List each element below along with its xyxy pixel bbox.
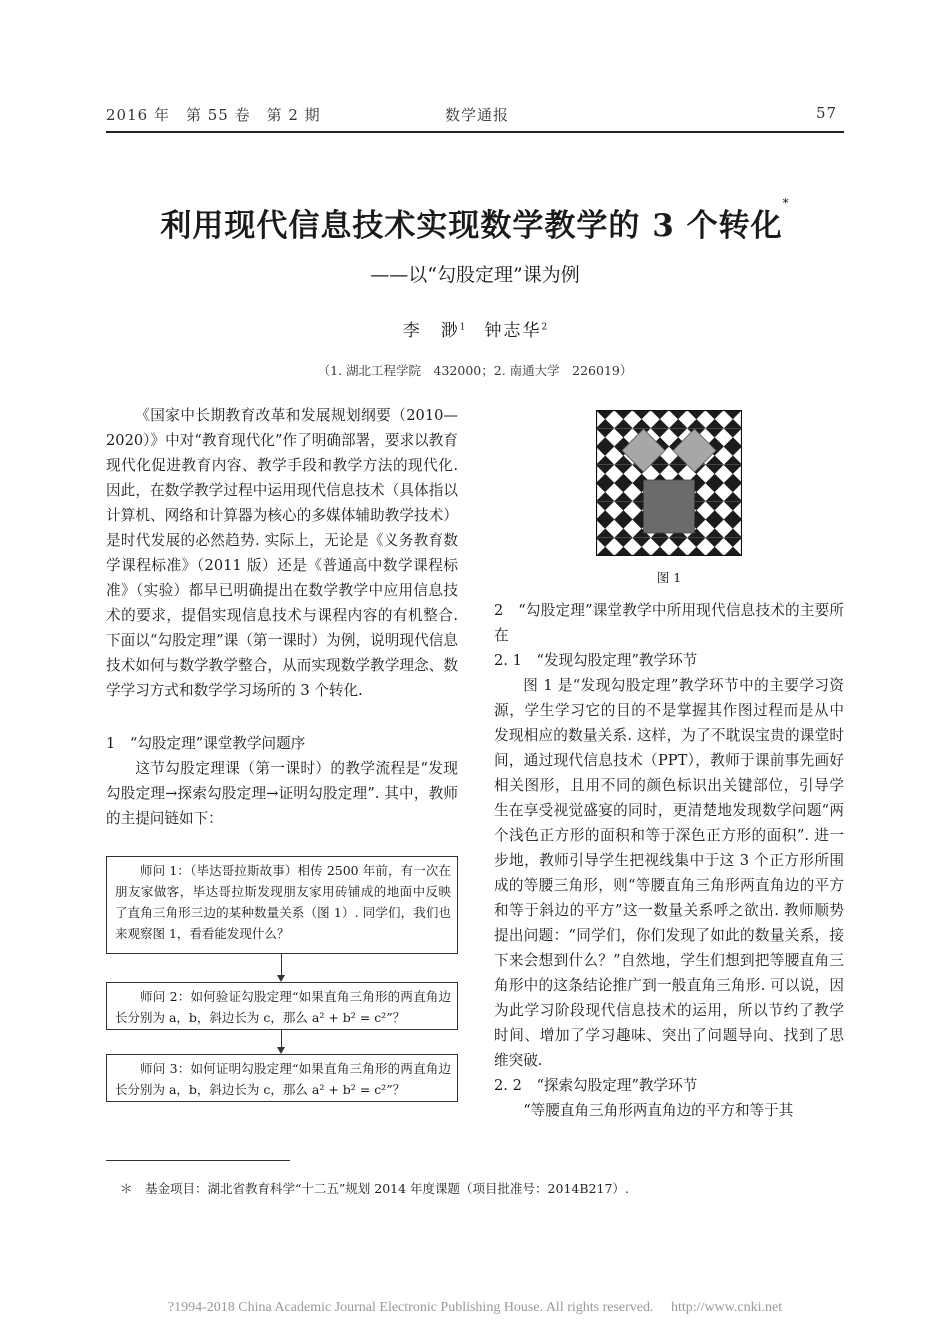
figure-1-caption: 图 1 <box>656 570 682 585</box>
section-1-heading: 1 “勾股定理”课堂教学问题序 <box>106 735 306 752</box>
section-2-heading: 2 “勾股定理”课堂教学中所用现代信息技术的主要所在 <box>494 602 844 644</box>
article-subtitle: ——以“勾股定理”课为例 <box>370 264 580 286</box>
header-journal: 数学通报 <box>445 106 510 124</box>
left-column <box>106 403 458 831</box>
section-2-1-heading: 2. 1 “发现勾股定理”教学环节 <box>494 652 698 669</box>
intro-paragraph: 《国家中长期教育改革和发展规划纲要（2010—2020）》中对“教育现代化”作了明确部署，要求以教育现代化促进教育内容、教学手段和教学方法的现代化. 因此，在数学教学过程中运用现代信息技术（具体指以计算机、网络和计算器为核心的多媒体辅助教学技术）是时代发展的必然趋势. 实际上，无论是《义务教育数学课程标准》（2011 版）还是《普通高中数学课程标准》（实验）都早已明确提出在数学教学中应用信息技术的要求，提倡实现信息技术与课程内容的有机整合. 下面以“勾股定理”课（第一课时）为例，说明现代信息技术如何与数学教学整合，从而实现数学教学理念、数学学习方式和数学学习场所的 3 个转化. <box>106 407 458 699</box>
header-issue: 2016 年 第 55 卷 第 2 期 <box>106 106 321 124</box>
article-title <box>106 196 844 245</box>
question-box-1: 师问 1：（毕达哥拉斯故事）相传 2500 年前，有一次在朋友家做客，毕达哥拉斯发现朋友家用砖铺成的地面中反映了直角三角形三边的某种数量关系（图 1）. 同学们，我们也来观察图 1，看看能发现什么？ <box>106 856 458 954</box>
author-2-sup: 2 <box>541 322 548 333</box>
right-column <box>494 598 844 1123</box>
section-1-paragraph: 这节勾股定理课（第一课时）的教学流程是“发现勾股定理→探索勾股定理→证明勾股定理”. 其中，教师的主提问链如下： <box>106 760 458 827</box>
question-box-3: 师问 3：如何证明勾股定理“如果直角三角形的两直角边长分别为 a，b，斜边长为 c，那么 a² + b² = c²”？ <box>106 1054 458 1102</box>
header-page-number: 57 <box>816 104 838 122</box>
authors <box>106 316 844 341</box>
section-2-2-paragraph: “等腰直角三角形两直角边的平方和等于其 <box>523 1102 794 1119</box>
section-2-1-paragraph: 图 1 是“发现勾股定理”教学环节中的主要学习资源，学生学习它的目的不是掌握其作图过程而是从中发现相应的数量关系. 这样，为了不耽误宝贵的课堂时间，通过现代信息技术（PPT），教师于课前事先画好相关图形，且用不同的颜色标识出关键部位，引导学生在享受视觉盛宴的同时，更清楚地发现数学问题“两个浅色正方形的面积和等于深色正方形的面积”. 进一步地，教师引导学生把视线集中于这 3 个正方形所围成的等腰三角形，则“等腰直角三角形两直角边的平方和等于斜边的平方”这一数量关系呼之欲出. 教师顺势提出问题：“同学们，你们发现了如此的数量关系，接下来会想到什么？”自然地，学生们想到把等腰直角三角形中的这条结论推广到一般直角三角形. 可以说，因为此学习阶段现代信息技术的运用，所以节约了教学时间、增加了学习趣味、突出了问题导向、找到了思维突破. <box>494 677 844 1069</box>
copyright-line: ?1994-2018 China Academic Journal Electronic Publishing House. All rights reserved. http://www.cnki.net <box>167 1300 783 1315</box>
footnote: ＊ 基金项目：湖北省教育科学“十二五”规划 2014 年度课题（项目批准号：2014B217）. <box>120 1181 629 1196</box>
article-title-text: 利用现代信息技术实现数学教学的 3 个转化 <box>160 208 783 244</box>
author-1-sup: 1 <box>459 322 466 333</box>
footnote-rule <box>106 1160 290 1161</box>
dark-square <box>644 480 695 533</box>
flow-arrow-2-head <box>277 1047 285 1054</box>
figure-1-tile-pattern <box>596 410 742 556</box>
title-footnote-mark: * <box>782 196 790 210</box>
header-rule <box>106 131 844 133</box>
author-2: 钟志华 <box>484 321 542 341</box>
question-box-2: 师问 2：如何验证勾股定理“如果直角三角形的两直角边长分别为 a，b，斜边长为 c，那么 a² + b² = c²”？ <box>106 982 458 1030</box>
affiliation: （1. 湖北工程学院 432000；2. 南通大学 226019） <box>317 363 633 378</box>
flow-arrow-1-head <box>277 975 285 982</box>
section-2-2-heading: 2. 2 “探索勾股定理”教学环节 <box>494 1077 698 1094</box>
author-1: 李 渺 <box>402 321 460 341</box>
